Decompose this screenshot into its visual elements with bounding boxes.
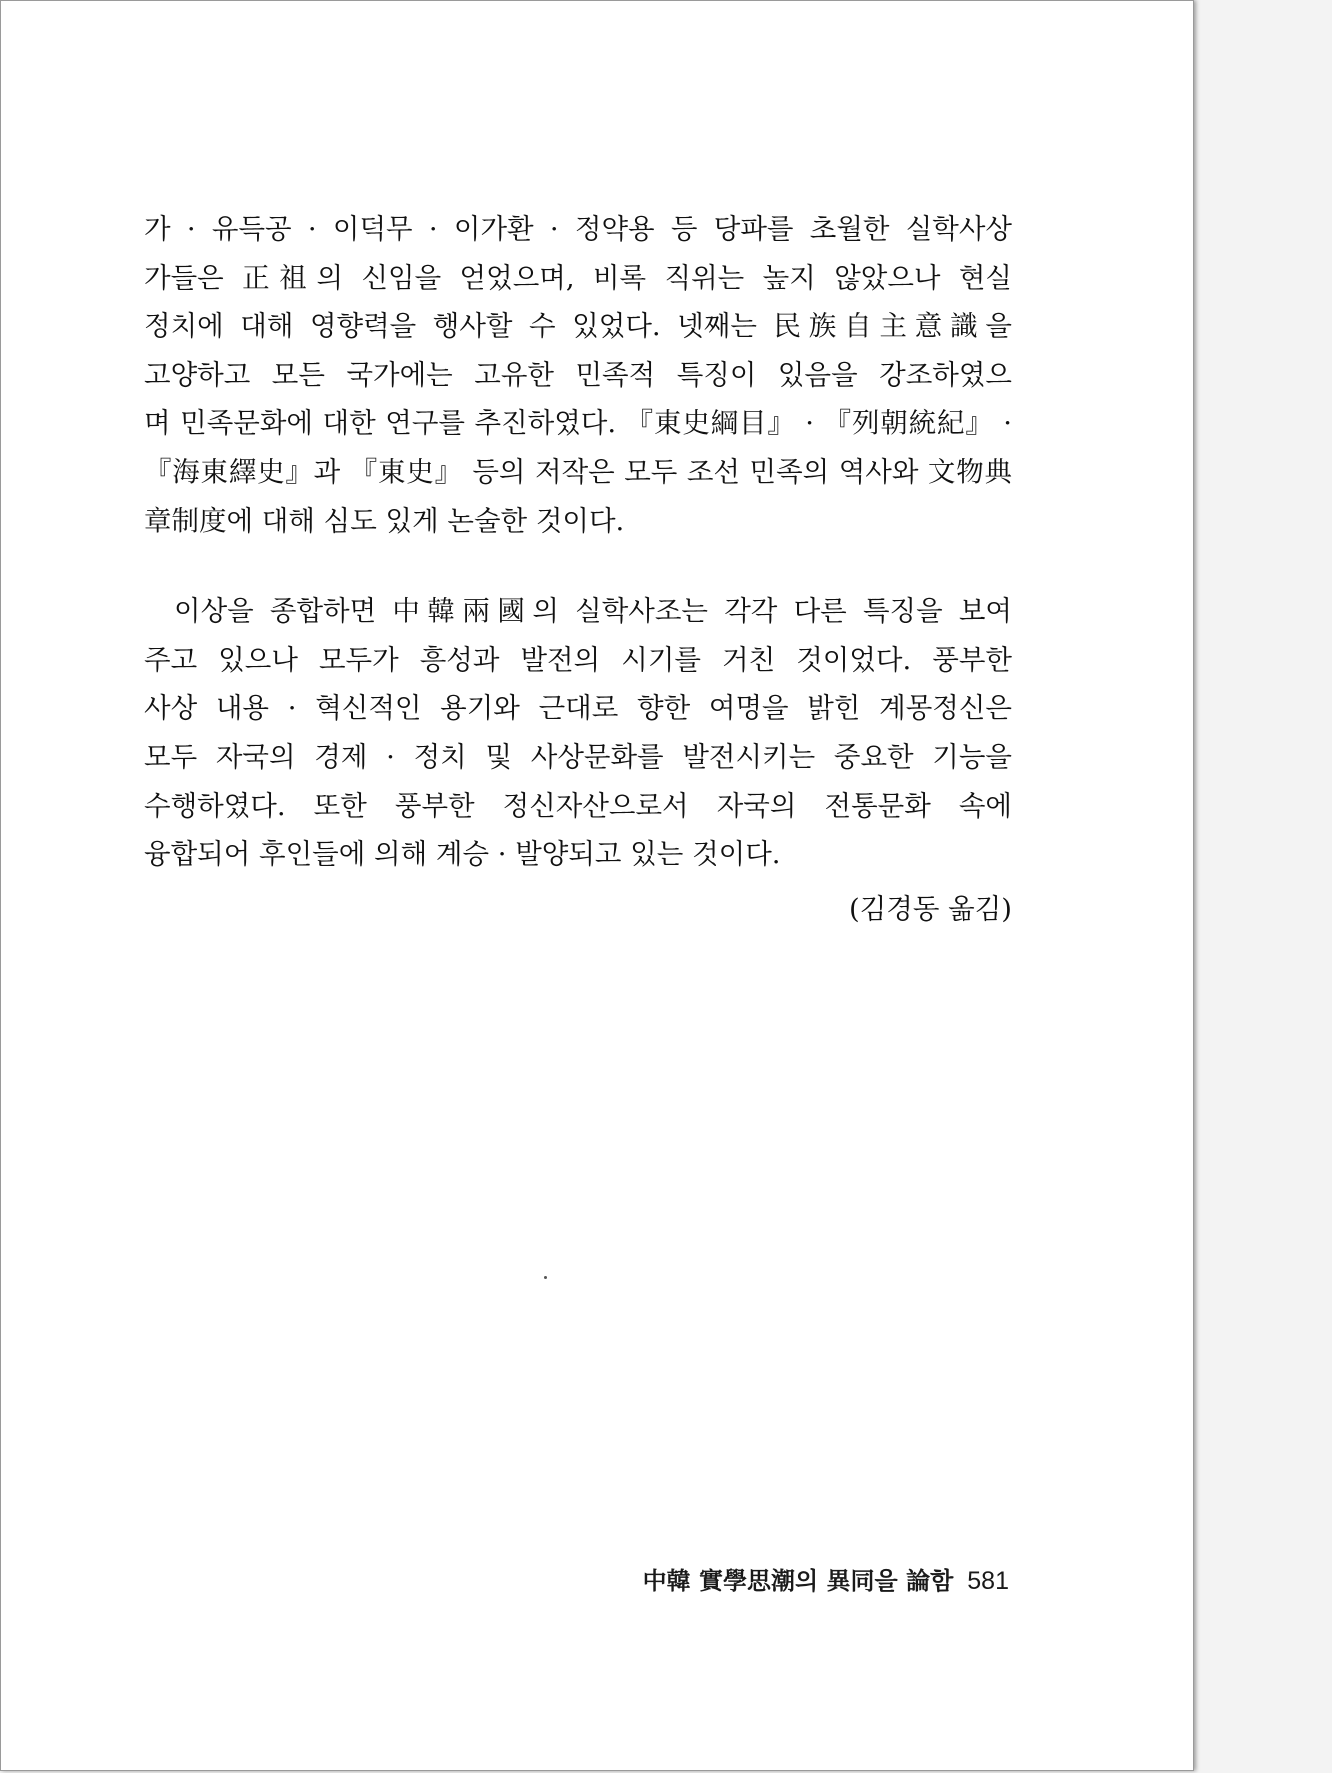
translator-credit: (김경동 옮김): [848, 893, 1012, 925]
text-line: 사상 내용 · 혁신적인 용기와 근대로 향한 여명을 밝힌 계몽정신은: [144, 692, 1012, 725]
text-line: 정치에 대해 영향력을 행사할 수 있었다. 넷째는 民族自主意識을: [144, 310, 1012, 343]
text-line: 주고 있으나 모두가 흥성과 발전의 시기를 거친 것이었다. 풍부한: [144, 643, 1012, 676]
page-number: 581: [967, 1567, 1009, 1595]
text-line: 고양하고 모든 국가에는 고유한 민족적 특징이 있음을 강조하였으: [144, 358, 1012, 391]
text-line: 이상을 종합하면 中韓兩國의 실학사조는 각각 다른 특징을 보여: [174, 595, 1012, 628]
text-line: 가 · 유득공 · 이덕무 · 이가환 · 정약용 등 당파를 초월한 실학사상: [144, 213, 1012, 245]
text-line: 모두 자국의 경제 · 정치 및 사상문화를 발전시키는 중요한 기능을: [144, 740, 1012, 773]
text-line: 융합되어 후인들에 의해 계승 · 발양되고 있는 것이다.: [144, 838, 781, 871]
paragraph-gap: [144, 545, 1012, 587]
text-line: 章制度에 대해 심도 있게 논술한 것이다.: [144, 504, 625, 537]
text-line: 『海東繹史』과 『東史』 등의 저작은 모두 조선 민족의 역사와 文物典: [144, 455, 1012, 488]
body-text: [144, 205, 1012, 879]
text-line: 며 민족문화에 대한 연구를 추진하였다. 『東史綱目』 · 『列朝統紀』 ·: [144, 407, 1012, 440]
running-title: 中韓 實學思潮의 異同을 論함: [642, 1566, 954, 1595]
paragraph-2: [144, 587, 1012, 879]
ink-speck: [544, 1276, 547, 1279]
page-footer: [144, 1561, 1009, 1601]
paragraph-1: [144, 205, 1012, 545]
text-line: 가들은 正祖의 신임을 얻었으며, 비록 직위는 높지 않았으나 현실: [144, 261, 1012, 294]
text-line: 수행하였다. 또한 풍부한 정신자산으로서 자국의 전통문화 속에: [144, 789, 1012, 822]
